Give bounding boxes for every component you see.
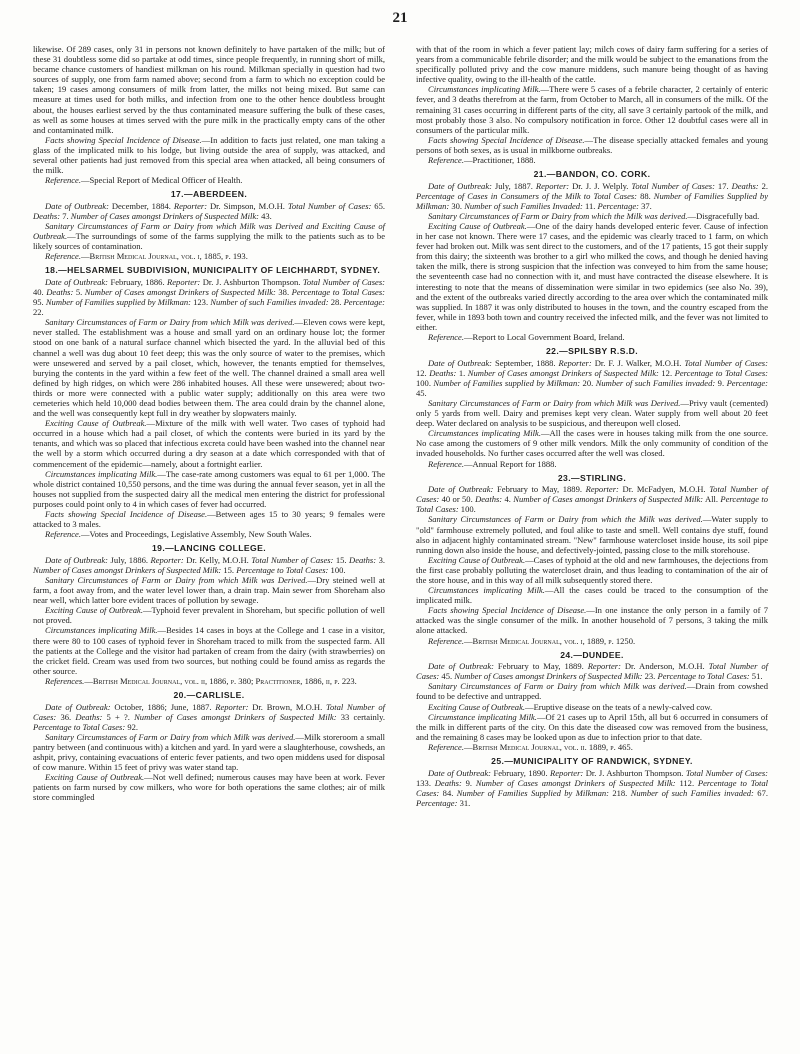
intro-facts-paragraph: Facts showing Special Incidence of Disease.—In addition to facts just related, one man taking a glass of the implicated milk to his lodge, but living outside the area of supply, was attacked, and several other patients had just removed from this special area when attacked, all being consumers of the milk. [33,134,386,176]
section-heading-17: 17.—ABERDEEN. [170,189,248,200]
right-column [416,44,768,808]
section-25-summary: Date of Outbreak: February, 1890. Reporter: Dr. J. Ashburton Thompson. Total Number of Cases: 133. Deaths: 9. Number of Cases amongst Drinkers of Suspected Milk: 112. Percentage to Total Cases: 84. Number of Families Supplied by Milkman: 218. Number of such Families invaded: 67. Percentage: 31. [416,767,768,808]
section-heading-25: 25.—MUNICIPALITY OF RANDWICK, SYDNEY. [491,756,693,766]
section-20-sanitary: Sanitary Circumstances of Farm or Dairy from which Milk was derived.—Milk storeroom a small pantry between (and continuous with) a kitchen and yard. In yard were a slaughterhouse, cowsheds, an ashpit, privy, containing evacuations of enteric fever patients, and two open middens used for disposal of cow manure. Within 15 feet of privy was water stand tap. [33,731,386,773]
section-heading-19: 19.—LANCING COLLEGE. [152,543,266,554]
section-21-summary: Date of Outbreak: July, 1887. Reporter: Dr. J. J. Welply. Total Number of Cases: 17. Deaths: 2. Percentage of Cases in Consumers of the Milk to Total Cases: 88. Number of Families Supplied by Milkman: 30. Number of such Families Invaded: 11. Percentage: 37. [416,180,769,211]
section-heading-18: 18.—HELSARMEL SUBDIVISION, MUNICIPALITY OF LEICHHARDT, SYDNEY. [45,265,381,276]
section-20-exciting-cause: Exciting Cause of Outbreak.—Not well defined; numerous causes may have been at work. Fever patients on farm nursed by cow milkers, who wore for both operations the same clothes; air of milk store commingled [33,772,385,803]
section-22-reference: Reference.—Annual Report for 1888. [428,458,557,469]
section-18-summary: Date of Outbreak: February, 1886. Reporter: Dr. J. Ashburton Thompson. Total Number of Cases: 40. Deaths: 5. Number of Cases amongst Drinkers of Suspected Milk: 38. Percentage to Total Cases: 95. Number of Families supplied by Milkman: 123. Number of such Families invaded: 28. Percentage: 22. [33,276,386,318]
section-21-exciting-cause: Exciting Cause of Outbreak.—One of the dairy hands developed enteric fever. Cause of infection in her case not known. There were 17 cases, and the epidemic was clearly traced to 1 farm, on which fever had broken out. Milk was sent direct to the customers, and of the 17 patients, 15 got their supply from this dairy; the sixteenth was brother to a girl who milked the cows, and though he denied having taken the milk, there is strong suspicion that the infection was conveyed to him from the same house; the seventeenth case had no connection with it, and must have contracted the disease elsewhere. It is interesting to note that the means of dissemination were similar in two epidemics (see also No. 39), and the extent of the outbreaks varied directly according to the area over which the contaminated milk was supplied. In 1887 it was only distributed to houses in the town, and the country escaped from the fever, while in 1893 both town and country received the infected milk, and the fever was not limited to either. [416,221,768,332]
section-19-reference: References.—British Medical Journal, vol. ii, 1886, p. 380; Practitioner, 1886, ii, p. 223. [45,675,357,686]
section-22-summary: Date of Outbreak: September, 1888. Reporter: Dr. F. J. Walker, M.O.H. Total Number of Cases: 12. Deaths: 1. Number of Cases amongst Drinkers of Suspected Milk: 12. Percentage to Total Cases: 100. Number of Families supplied by Milkman: 20. Number of such Families invaded: 9. Percentage: 45. [416,357,769,398]
section-22-sanitary: Sanitary Circumstances of Farm or Dairy from which Milk was Derived.—Privy vault (cemented) only 5 yards from well. Dairy and premises kept very clean. Water supply from well about 20 feet deep. Water declared on analysis to be suspicious, and thereupon well closed. [416,398,768,429]
section-18-incidence: Facts showing Special Incidence of Disease.—Between ages 15 to 30 years; 9 females were attacked to 3 males. [33,509,385,530]
continued-paragraph: with that of the room in which a fever patient lay; milch cows of dairy farm suffering for a series of years from a communicable febrile disorder; and the milk would be subject to the emanations from the specifically polluted privy and the cow manure middens, such manure being thought of as having infective quality, owing to the ill-health of the cattle. [416,44,768,85]
section-24-sanitary: Sanitary Circumstances of Farm or Dairy from which Milk was derived.—Drain from cowshed found to be defective and untrapped. [416,681,768,702]
section-18-implicating: Circumstances implicating Milk.—The case-rate among customers was equal to 61 per 1,000. The whole district contained 10,550 persons, and the time was during the annual fever season, yet in all the houses not supplied from the suspected dairy all the medical men entering the district for professional purposes could point only to 4 in which cases of fever had occurred. [33,468,385,509]
section-17-sanitary: Sanitary Circumstances of Farm or Dairy from which Milk was Derived and Exciting Cause of Outbreak.—The surroundings of some of the farms supplying the milk to the patients such as to be likely sources of contamination. [33,221,385,252]
section-24-implicating: Circumstance implicating Milk.—Of 21 cases up to April 15th, all but 6 occurred in consumers of the milk in different parts of the city. On this date the diseased cow was removed from the business, and the remaining 8 cases may be looked upon as due to infection prior to that date. [416,711,768,742]
section-18-reference: Reference.—Votes and Proceedings, Legislative Assembly, New South Wales. [45,529,312,540]
section-heading-22: 22.—SPILSBY R.S.D. [545,346,639,357]
section-17-summary: Date of Outbreak: December, 1884. Reporter: Dr. Simpson, M.O.H. Total Number of Cases: 65. Deaths: 7. Number of Cases amongst Drinkers of Suspected Milk: 43. [33,200,385,221]
section-24-reference: Reference.—British Medical Journal, vol. ii. 1889, p. 465. [428,741,633,752]
intro-paragraph: likewise. Of 289 cases, only 31 in persons not known definitely to have partaken of the milk; but of these 31 doubtless some did so partake at odd times, since people frequently, in running short of milk, became chance customers of handiest milkman on his round. Milkman specially in question had two sources of supply, one from farm named above; second from a farm to which no exception could be taken; 19 cases among consumers of milk from latter, the milks not being mixed. But same can measure at times used for both milks, and infection from one to the other hence doubtless brought about, the houses earliest served by the thus contaminated measure suffering the bulk of these cases, as well as some houses at times served with the pure milk in the practically empty cans of the other and contaminated milk. [33,44,385,135]
section-23-reference: Reference.—British Medical Journal, vol. i, 1889, p. 1250. [428,635,636,646]
page-number: 21 [392,10,408,26]
section-24-exciting-cause: Exciting Cause of Outbreak.—Eruptive disease on the teats of a newly-calved cow. [428,701,713,712]
section-23-exciting-cause: Exciting Cause of Outbreak.—Cases of typhoid at the old and new farmhouses, the dejections from the first case probably polluting the watercloset drain, and thus leading to contamination of the air of the store house, and in this way of all milk subsequently stored there. [416,554,768,585]
section-19-summary: Date of Outbreak: July, 1886. Reporter: Dr. Kelly, M.O.H. Total Number of Cases: 15. Deaths: 3. Number of Cases amongst Drinkers of Suspected Milk: 15. Percentage to Total Cases: 100. [33,554,385,575]
section-23-sanitary: Sanitary Circumstances of Farm or Dairy from which the Milk was derived.—Water supply to "old" farmhouse extremely polluted, and foul alike to taste and smell. Well contains dye stuff, found also in adjacent highly contaminated stream. "New" farmhouse watercloset inside house, its soil pipe running down also inside the house, and defectively-jointed, passing close to the milk storehouse. [416,514,769,555]
section-23-incidence: Facts showing Special Incidence of Disease.—In one instance the only person in a family of 7 attacked was the single consumer of the milk. In another household of 7 persons, 3 taking the milk alone attacked. [416,605,768,636]
section-20-summary: Date of Outbreak: October, 1886; June, 1887. Reporter: Dr. Brown, M.O.H. Total Number of Cases: 36. Deaths: 5 + ?. Number of Cases amongst Drinkers of Suspected Milk: 33 certainly. Percentage to Total Cases: 92. [33,701,385,732]
section-21-sanitary: Sanitary Circumstances of Farm or Dairy from which the Milk was derived.—Disgracefully bad. [428,210,760,221]
section-heading-21: 21.—BANDON, CO. CORK. [533,169,651,180]
continued-implicating: Circumstances implicating Milk.—There were 5 cases of a febrile character, 2 certainly of enteric fever, and 3 deaths therefrom at the farm, from October to March, all in consumers of the milk. Of the remaining 31 cases occurring in different parts of the city, all save 3 certainly partook of the milk, and most probably those 3 also. No compulsory notification in force. Other 12 doubtful cases were all in consumers of the particular milk. [416,84,768,135]
section-17-reference: Reference.—British Medical Journal, vol. i, 1885, p. 193. [45,251,248,262]
section-22-implicating: Circumstances implicating Milk.—All the cases were in houses taking milk from the one source. No case among the customers of 9 other milk vendors. Milk the only community of condition of the invaded households. No further cases occurred after the well was closed. [416,428,768,459]
section-18-sanitary: Sanitary Circumstances of Farm or Dairy from which Milk was derived.—Eleven cows were kept, never stalled. The establishment was a house and small yard on an ordinary house lot; the former stood on one bank of a natural surface channel which bisected the yard. In the alluvial bed of this channel a well was dug about 10 feet deep; this was the only source of water to the premises, which were unsewered and served by a pail closet, which, however, the tenants emptied for themselves, burying the contents in the yard within a few feet of the well. The channel drained a small area well defined by high ridges, on which were 286 inhabited houses. All these were unsewered; about two-thirds or more were connected with a public water supply; additionally on this area were two cemeteries which held 10,000 dead bodies between them. The area could drain by the channel alone, and the well was consequently kept full in dry weather by slopwaters mainly. [33,317,385,419]
section-heading-20: 20.—CARLISLE. [173,690,245,701]
section-19-sanitary: Sanitary Circumstances of Farm or Dairy from which Milk was Derived.—Dry steined well at farm, a foot away from, and the water level lower than, a drain trap. Main sewer from Shoreham also near well, which latter bore evident traces of pollution by sewage. [33,575,385,606]
section-19-implicating: Circumstances implicating Milk.—Besides 14 cases in boys at the College and 1 case in a visitor, there were 80 to 100 cases of typhoid fever in Shoreham traced to milk from the suspected farm. All the patients at the College and the visitor had partaken of cream from the dairy (with strawberries) on the cricket field. Cream was used from two sources, but nothing could be found amiss as regards the other source. [33,625,385,676]
section-21-reference: Reference.—Report to Local Government Board, Ireland. [428,332,625,343]
section-18-exciting-cause: Exciting Cause of Outbreak.—Mixture of the milk with well water. Two cases of typhoid had occurred in a house which had a pail closet, of which the contents were buried in its yard by the tenants, and which was so placed that infectious excreta could have been washed into the channel near the well by a storm which occurred during a dry season at a date which corresponded with that of commencement of the epidemic—namely, about a fortnight earlier. [33,418,385,469]
section-23-implicating: Circumstances implicating Milk.—All the cases could be traced to the consumption of the implicated milk. [416,585,768,606]
intro-reference: Reference.—Special Report of Medical Officer of Health. [45,175,243,186]
section-heading-24: 24.—DUNDEE. [560,649,624,660]
continued-incidence: Facts showing Special Incidence of Disease.—The disease specially attacked females and young persons of both sexes, as is usual in milkborne outbreaks. [416,134,768,155]
left-column [33,44,385,802]
section-heading-23: 23.—STIRLING. [557,472,627,483]
continued-reference: Reference.—Practitioner, 1888. [428,155,536,166]
section-24-summary: Date of Outbreak: February to May, 1889. Reporter: Dr. Anderson, M.O.H. Total Number of Cases: 45. Number of Cases amongst Drinkers of Suspected Milk: 23. Percentage to Total Cases: 51. [416,661,768,682]
section-19-exciting-cause: Exciting Cause of Outbreak.—Typhoid fever prevalent in Shoreham, but specific pollution of well not proved. [33,605,385,626]
section-23-summary: Date of Outbreak: February to May, 1889. Reporter: Dr. McFadyen, M.O.H. Total Number of Cases: 40 or 50. Deaths: 4. Number of Cases amongst Drinkers of Suspected Milk: All. Percentage to Total Cases: 100. [416,484,769,515]
